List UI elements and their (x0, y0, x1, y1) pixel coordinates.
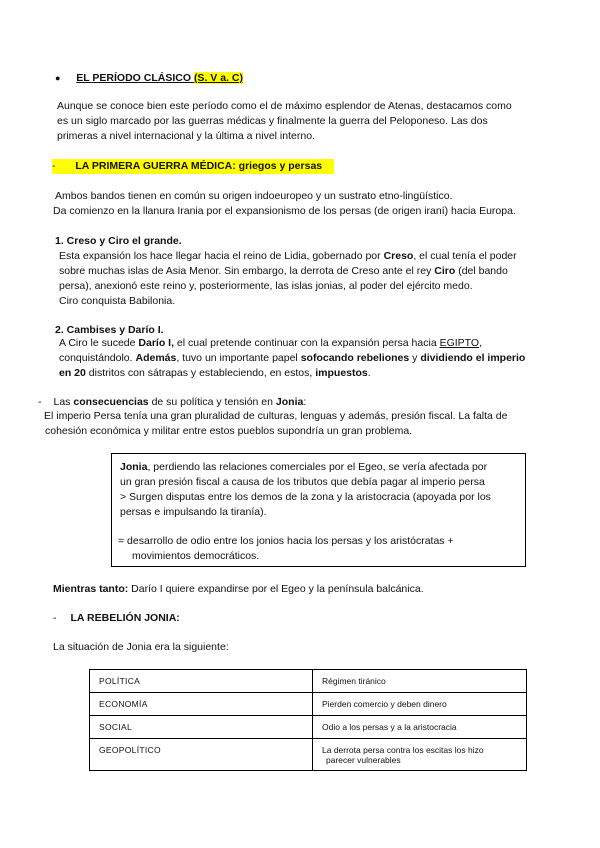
jonia-situation-table (89, 669, 527, 771)
table-cell-key: ECONOMÍA (90, 693, 313, 716)
heading-text: LA PRIMERA GUERRA MÉDICA: griegos y persas (75, 160, 323, 172)
jonia-box: Jonia, perdiendo las relaciones comerciales por el Egeo, se vería afectada por un gran presión fiscal a causa de los tributos que debía pagar al imperio persa > Surgen disputas entre los demos de la zona y la aristocracia (apoyada por los persas e impulsando la tiranía). = desarrollo de odio entre los jonios hacia los persas y los aristócratas + movimientos democráticos. (111, 453, 526, 567)
bullet-icon: ● (55, 73, 61, 83)
common-origin-paragraph (53, 189, 516, 219)
table-row (90, 716, 527, 739)
dash: - (52, 160, 56, 172)
consequences-heading: - Las consecuencias de su política y tensión en Jonia: (38, 396, 307, 408)
meanwhile-line: Mientras tanto: Darío I quiere expandirse por el Egeo y la península balcánica. (53, 583, 424, 595)
heading-highlight: (S. V a. C) (193, 72, 243, 84)
table-cell-value: Odio a los persas y a la aristocracia (313, 716, 527, 739)
egipto-link: EGIPTO (439, 337, 480, 349)
text-line: cohesión económica y militar entre estos pueblos supondría un gran problema. (45, 425, 413, 437)
heading-text: EL PERÍODO CLÁSICO (76, 72, 194, 84)
text-line: Ambos bandos tienen en común su origen indoeuropeo y un sustrato etno-lingüístico. (55, 190, 453, 202)
table-cell-value: Pierden comercio y deben dinero (313, 693, 527, 716)
table-cell-key: SOCIAL (90, 716, 313, 739)
heading-periodo-clasico (55, 71, 243, 86)
table-row (90, 693, 527, 716)
text-line: primeras a nivel internacional y la última a nivel interno. (57, 130, 315, 142)
text-line: es un siglo marcado por las guerras médicas y finalmente la guerra del Peloponeso. Las dos (57, 115, 488, 127)
section-creso-ciro-title: 1. Creso y Ciro el grande. (55, 235, 182, 247)
consequences-paragraph (44, 409, 507, 439)
table-cell-key: GEOPOLÍTICO (90, 739, 313, 771)
table-cell-key: POLÍTICA (90, 670, 313, 693)
situation-line: La situación de Jonia era la siguiente: (53, 641, 229, 653)
text-line: El imperio Persa tenía una gran pluralidad de culturas, lenguas y además, presión fiscal. La falta de (44, 410, 508, 422)
heading-primera-guerra (52, 159, 334, 174)
intro-paragraph (57, 99, 512, 144)
table-cell-value: La derrota persa contra los escitas los hizo parecer vulnerables (313, 739, 527, 771)
section-cambises-dario-title: 2. Cambises y Darío I. (55, 324, 164, 336)
section-creso-ciro-body: Esta expansión los hace llegar hacia el reino de Lidia, gobernado por Creso, el cual tenía el poder sobre muchas islas de Asia Menor. Sin embargo, la derrota de Creso ante el rey Ciro (del bando persa), anexionó este reino y, posteriormente, las islas jonias, al poder del ejército medo. Ciro conquista Babilonia. (59, 250, 517, 307)
text-line: Da comienzo en la llanura Irania por el expansionismo de los persas (de origen iraní) hacia Europa. (53, 205, 516, 217)
heading-rebelion-jonia: - LA REBELIÓN JONIA: (53, 612, 180, 624)
table-cell-value: Régimen tiránico (313, 670, 527, 693)
section-cambises-dario-body: A Ciro le sucede Darío I, el cual pretende continuar con la expansión persa hacia EGIPTO, conquistándolo. Además, tuvo un importante papel sofocando rebeliones y dividiendo el imperio en 20 distritos con sátrapas y estableciendo, en estos, impuestos. (59, 337, 526, 379)
text-line: Aunque se conoce bien este período como el de máximo esplendor de Atenas, destacamos como (57, 100, 512, 112)
table-row (90, 739, 527, 771)
table-row (90, 670, 527, 693)
